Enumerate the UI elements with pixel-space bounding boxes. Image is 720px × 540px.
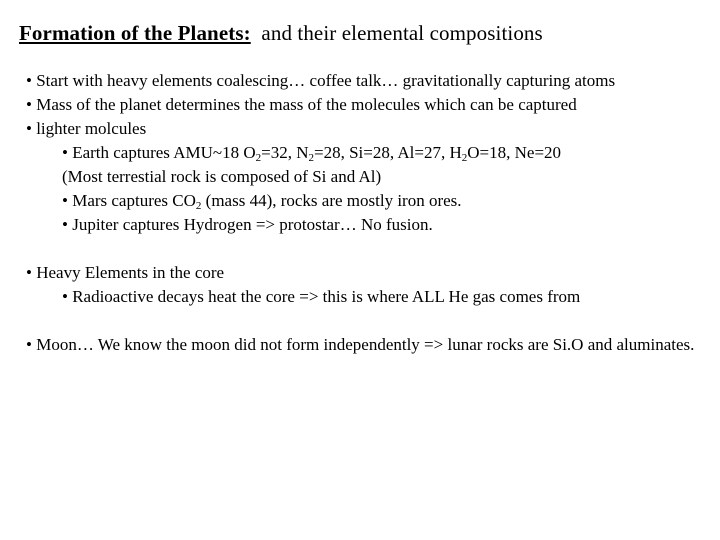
rock-composition-note: (Most terrestial rock is composed of Si and Al) [62, 167, 382, 186]
earth-text-2: =32, N [261, 143, 309, 162]
sub-bullet-earth [26, 141, 716, 165]
earth-sub-1: 2 [255, 152, 262, 164]
earth-sub-2: 2 [308, 152, 314, 164]
earth-text-3: =28, Si=28, Al=27, H [313, 143, 462, 162]
spacer [26, 309, 716, 333]
title-subtitle: and their elemental compositions [261, 21, 543, 45]
earth-sub-3: 2 [461, 152, 468, 164]
bullet-planet-mass: • Mass of the planet determines the mass of the molecules which can be captured [26, 95, 577, 114]
slide-title [19, 21, 543, 46]
bullet-heavy-elements-coalescing: • Start with heavy elements coalescing… coffee talk… gravitationally capturing atoms [26, 71, 616, 90]
sub-bullet-jupiter: • Jupiter captures Hydrogen => protostar… No fusion. [62, 215, 433, 234]
earth-text-1: • Earth captures AMU~18 O [62, 143, 256, 162]
mars-sub-1: 2 [195, 200, 202, 212]
mars-text-2: (mass 44), rocks are mostly iron ores. [201, 191, 462, 210]
sub-bullet-radioactive-decay: • Radioactive decays heat the core => this is where ALL He gas comes from [62, 287, 581, 306]
spacer [26, 237, 716, 261]
earth-text-4: O=18, Ne=20 [467, 143, 562, 162]
bullet-list [26, 69, 716, 357]
bullet-heavy-elements-core: • Heavy Elements in the core [26, 263, 225, 282]
mars-text-1: • Mars captures CO [62, 191, 196, 210]
title-main: Formation of the Planets: [19, 21, 251, 45]
bullet-lighter-molecules: • lighter molcules [26, 119, 147, 138]
bullet-moon: • Moon… We know the moon did not form independently => lunar rocks are Si.O and aluminates. [26, 335, 695, 354]
sub-bullet-mars [26, 189, 716, 213]
